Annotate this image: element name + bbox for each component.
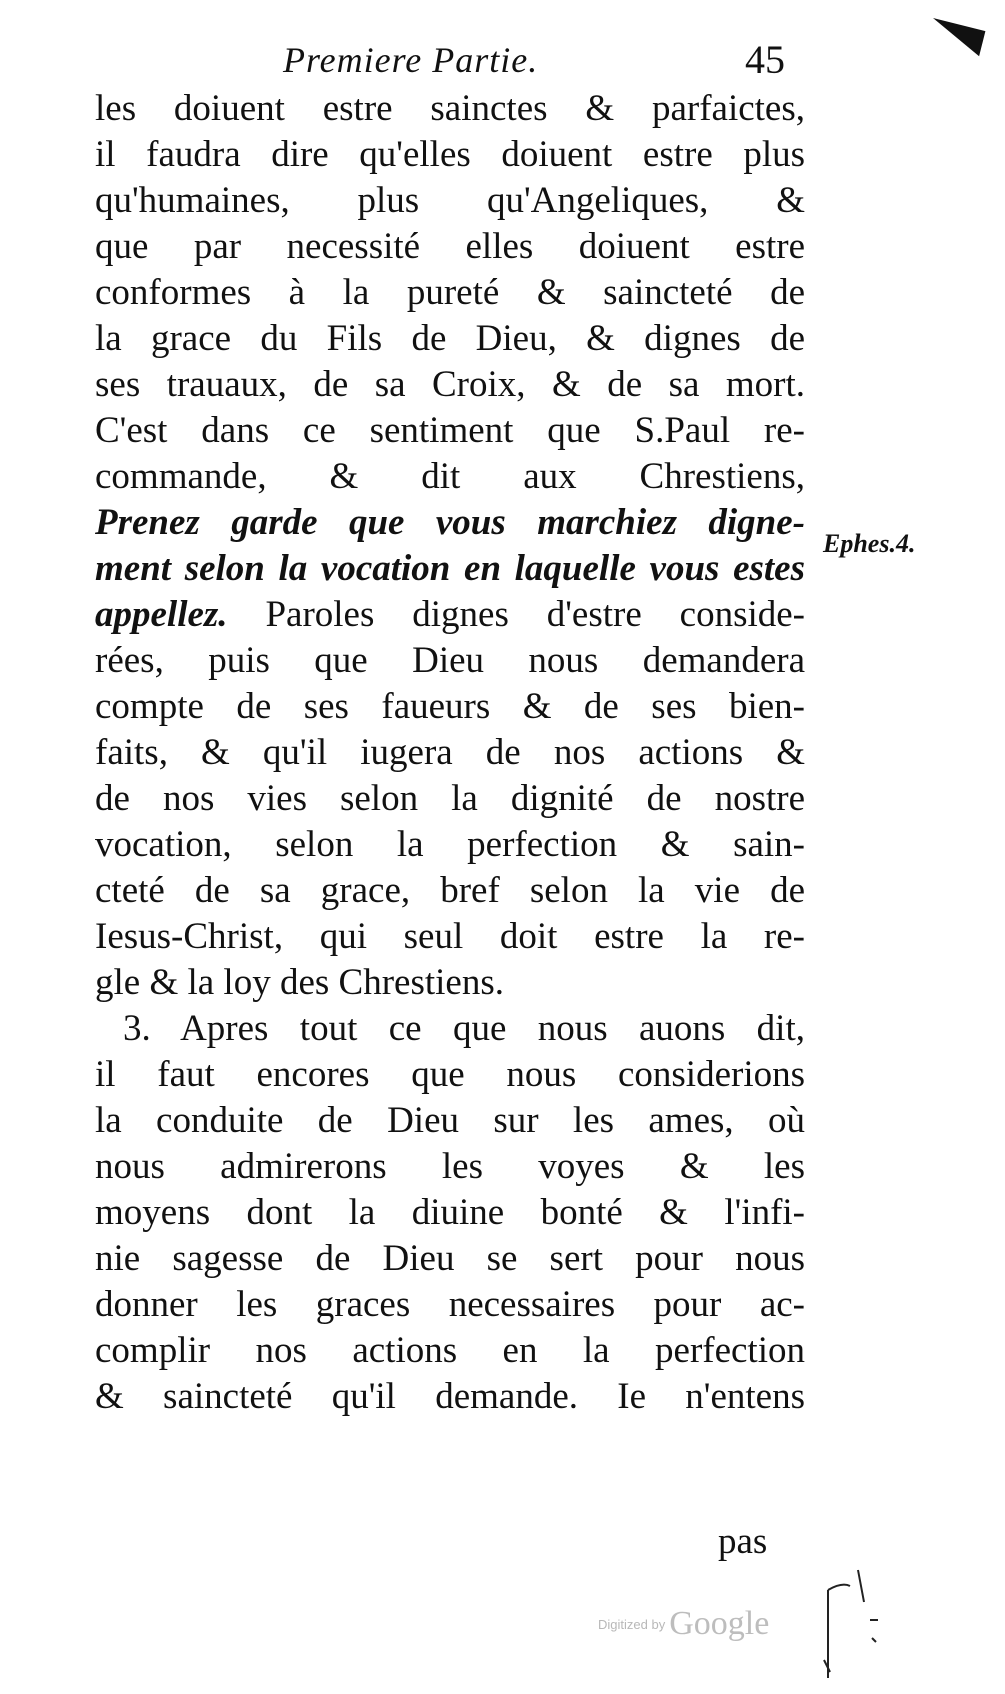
text-line: que par necessité elles doiuent estre — [95, 226, 805, 267]
text-line: ses trauaux, de sa Croix, & de sa mort. — [95, 364, 805, 405]
ink-scribble — [820, 1560, 880, 1690]
watermark-prefix: Digitized by — [598, 1616, 666, 1632]
margin-note: Ephes.4. — [823, 529, 916, 558]
text-line: faits, & qu'il iugera de nos actions & — [95, 732, 805, 773]
scripture-quote-line: ment selon la vocation en laquelle vous estes — [95, 548, 805, 589]
text-line: de nos vies selon la dignité de nostre — [95, 778, 805, 819]
text-line: il faut encores que nous considerions — [95, 1054, 805, 1095]
text-line: conformes à la pureté & saincteté de — [95, 272, 805, 313]
body-text — [95, 86, 805, 1420]
catchword: pas — [718, 1521, 768, 1562]
text-line-continuation: Paroles dignes d'estre conside- — [265, 594, 805, 635]
text-line: complir nos actions en la perfection — [95, 1330, 805, 1371]
text-line: il faudra dire qu'elles doiuent estre plus — [95, 134, 805, 175]
text-line: la conduite de Dieu sur les ames, où — [95, 1100, 805, 1141]
text-line: compte de ses faueurs & de ses bien- — [95, 686, 805, 727]
text-line: moyens dont la diuine bonté & l'infi- — [95, 1192, 805, 1233]
text-line: qu'humaines, plus qu'Angeliques, & — [95, 180, 805, 221]
text-line: vocation, selon la perfection & sain- — [95, 824, 805, 865]
text-line: rées, puis que Dieu nous demandera — [95, 640, 805, 681]
scripture-quote-end: appellez. — [95, 594, 228, 635]
running-title: Premiere Partie. — [283, 40, 539, 80]
google-logo: Google — [669, 1605, 770, 1642]
text-line: la grace du Fils de Dieu, & dignes de — [95, 318, 805, 359]
text-line-mixed — [95, 592, 805, 638]
text-line: Iesus-Christ, qui seul doit estre la re- — [95, 916, 805, 957]
text-line: donner les graces necessaires pour ac- — [95, 1284, 805, 1325]
text-line: cteté de sa grace, bref selon la vie de — [95, 870, 805, 911]
running-head — [0, 34, 1005, 86]
paragraph-start-line: 3. Apres tout ce que nous auons dit, — [123, 1008, 805, 1049]
text-line: nous admirerons les voyes & les — [95, 1146, 805, 1187]
text-line: & saincteté qu'il demande. Ie n'entens — [95, 1376, 805, 1417]
text-line: nie sagesse de Dieu se sert pour nous — [95, 1238, 805, 1279]
text-line: gle & la loy des Chrestiens. — [95, 962, 504, 1003]
page-number: 45 — [745, 37, 785, 82]
text-line: les doiuent estre sainctes & parfaictes, — [95, 88, 805, 129]
text-line: C'est dans ce sentiment que S.Paul re- — [95, 410, 805, 451]
digitized-watermark — [598, 1605, 769, 1643]
scripture-quote-line: Prenez garde que vous marchiez digne- — [95, 502, 805, 543]
text-line: commande, & dit aux Chrestiens, — [95, 456, 805, 497]
